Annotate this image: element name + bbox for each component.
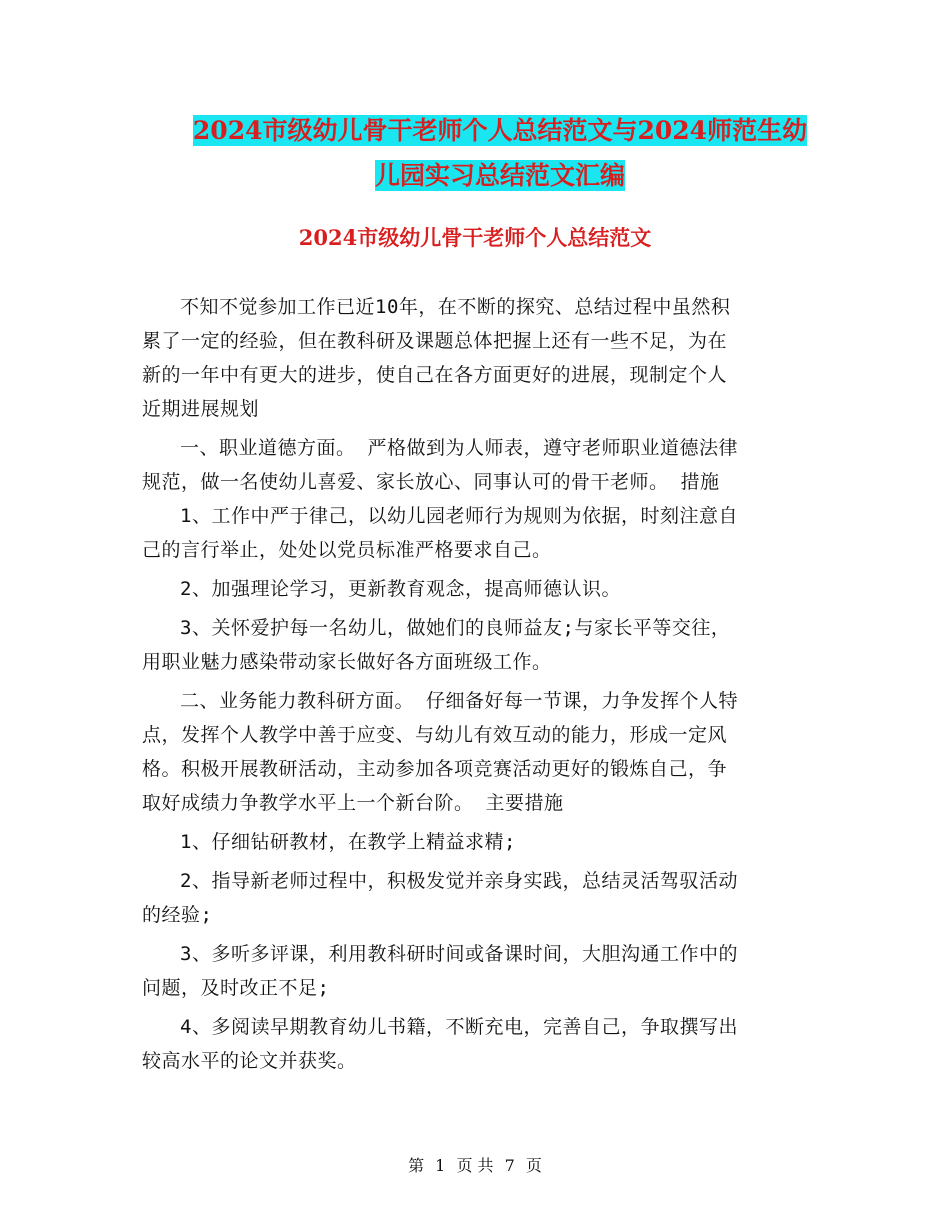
- text-line: 累了一定的经验，但在教科研及课题总体把握上还有一些不足，为在: [142, 330, 728, 352]
- text-line: 一、职业道德方面。 严格做到为人师表，遵守老师职业道德法律: [180, 437, 738, 459]
- document-title-highlight-2: 儿园实习总结范文汇编: [374, 161, 625, 190]
- text-line: 用职业魅力感染带动家长做好各方面班级工作。: [142, 651, 552, 673]
- section-title: 2024市级幼儿骨干老师个人总结范文: [298, 225, 652, 250]
- text-line: 3、多听多评课，利用教科研时间或备课时间，大胆沟通工作中的: [180, 943, 738, 965]
- text-line: 不知不觉参加工作已近10年，在不断的探究、总结过程中虽然积: [180, 296, 731, 318]
- text-line: 新的一年中有更大的进步，使自己在各方面更好的进展，现制定个人: [142, 364, 728, 386]
- body-text: [142, 290, 817, 1078]
- text-line: 2、加强理论学习，更新教育观念，提高师德认识。: [180, 578, 621, 600]
- text-line: 点，发挥个人教学中善于应变、与幼儿有效互动的能力，形成一定风: [142, 724, 728, 746]
- footer-current-page: 1: [435, 1156, 446, 1175]
- text-line: 问题，及时改正不足;: [142, 977, 330, 999]
- text-line: 格。积极开展教研活动，主动参加各项竞赛活动更好的锻炼自己，争: [142, 758, 728, 780]
- text-line: 4、多阅读早期教育幼儿书籍，不断充电，完善自己，争取撰写出: [180, 1016, 738, 1038]
- footer-suffix: 页: [525, 1156, 542, 1175]
- text-line: 2、指导新老师过程中，积极发觉并亲身实践，总结灵活驾驭活动: [180, 870, 738, 892]
- page-footer: [0, 1153, 950, 1176]
- paragraph-research-measure-2: [142, 864, 817, 932]
- text-line: 1、工作中严于律己，以幼儿园老师行为规则为依据，时刻注意自: [180, 505, 738, 527]
- footer-middle: 页 共: [456, 1156, 494, 1175]
- document-title-line-2: [150, 151, 850, 201]
- paragraph-research-measure-3: [142, 937, 817, 1005]
- paragraph-ethics-measure-3: [142, 611, 817, 679]
- footer-prefix: 第: [408, 1156, 425, 1175]
- footer-total-pages: 7: [504, 1156, 515, 1175]
- paragraph-research: [142, 684, 817, 820]
- paragraph-ethics-measure-1: [142, 499, 817, 567]
- paragraph-research-measure-1: [142, 825, 817, 859]
- text-line: 己的言行举止，处处以党员标准严格要求自己。: [142, 539, 552, 561]
- text-line: 1、仔细钻研教材，在教学上精益求精;: [180, 831, 516, 853]
- document-title-line-1: [150, 106, 850, 156]
- text-line: 3、关怀爱护每一名幼儿，做她们的良师益友;与家长平等交往，: [180, 617, 731, 639]
- paragraph-ethics-measure-2: [142, 572, 817, 606]
- document-title-highlight-1: 2024市级幼儿骨干老师个人总结范文与2024师范生幼: [192, 116, 808, 145]
- text-line: 较高水平的论文并获奖。: [142, 1050, 357, 1072]
- paragraph-ethics: [142, 431, 817, 499]
- paragraph-intro: [142, 290, 817, 426]
- text-line: 近期进展规划: [142, 398, 260, 420]
- text-line: 取好成绩力争教学水平上一个新台阶。 主要措施: [142, 792, 564, 814]
- text-line: 二、业务能力教科研方面。 仔细备好每一节课，力争发挥个人特: [180, 690, 738, 712]
- text-line: 规范，做一名使幼儿喜爱、家长放心、同事认可的骨干老师。 措施: [142, 471, 720, 493]
- paragraph-research-measure-4: [142, 1010, 817, 1078]
- text-line: 的经验;: [142, 904, 213, 926]
